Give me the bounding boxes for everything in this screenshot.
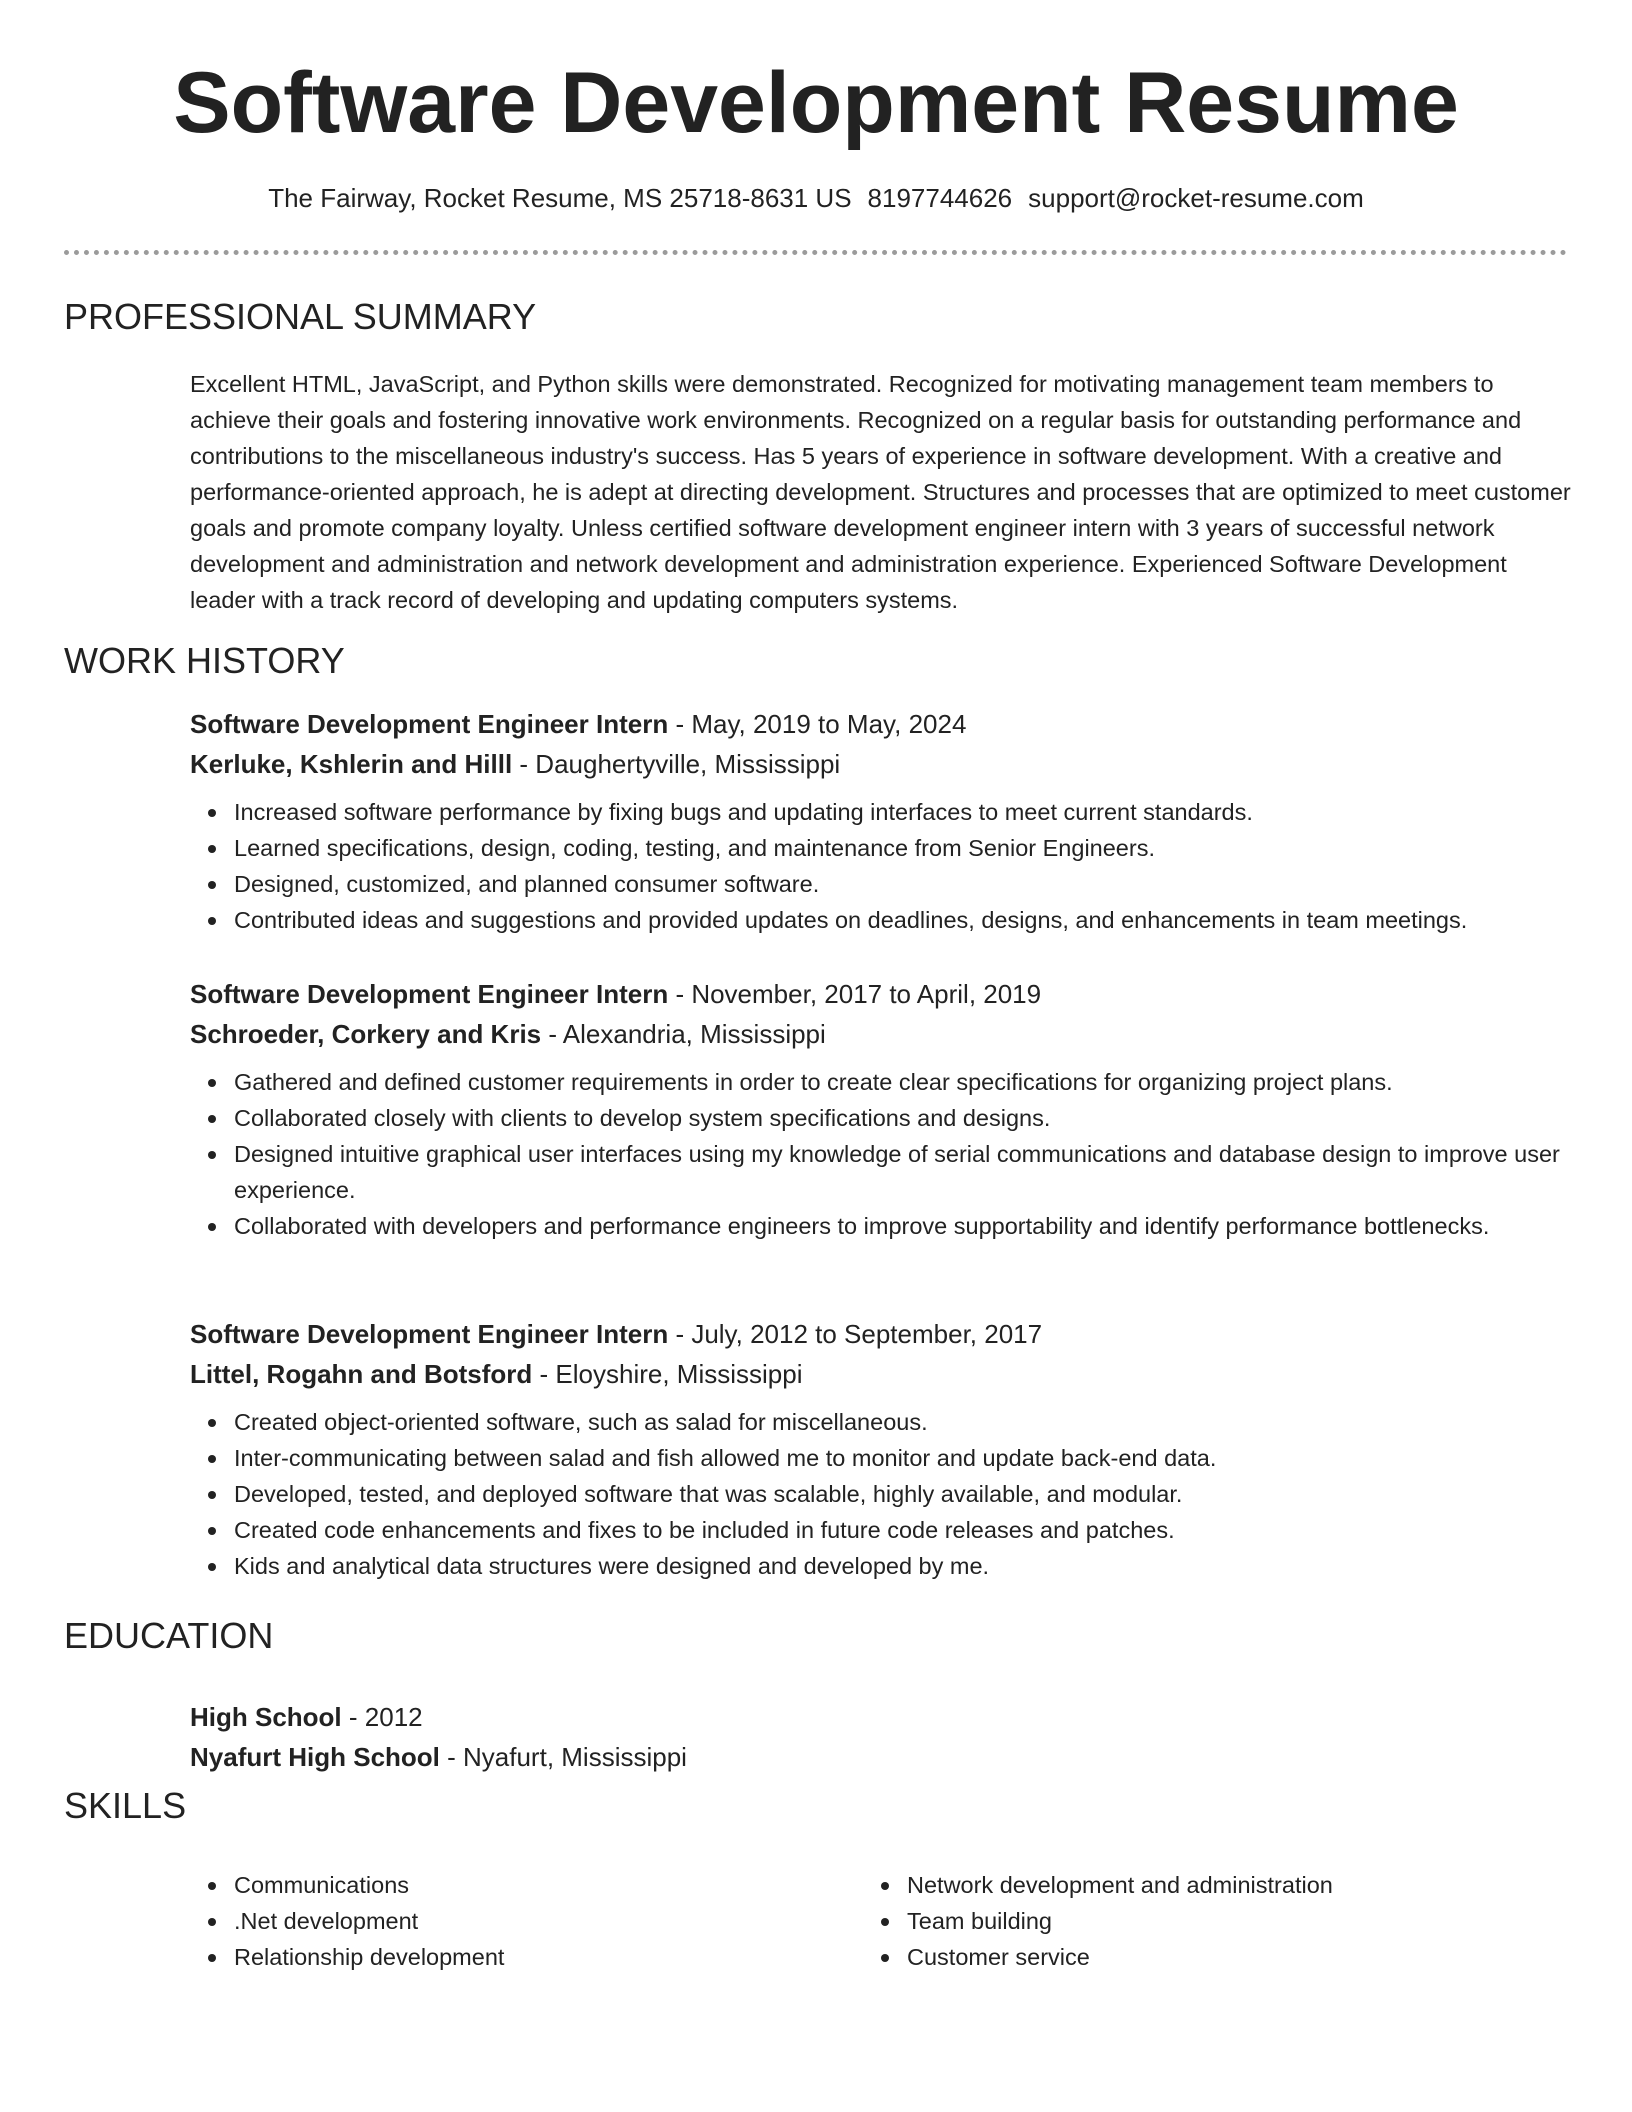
job-title: Software Development Engineer Intern (190, 979, 669, 1009)
skills-list (863, 1867, 1463, 1975)
job-bullet: Collaborated closely with clients to develop system specifications and designs. (234, 1100, 1580, 1136)
education-location: - Nyafurt, Mississippi (439, 1742, 687, 1772)
job-bullet: Learned specifications, design, coding, testing, and maintenance from Senior Engineers. (234, 830, 1580, 866)
work-history-heading: WORK HISTORY (64, 640, 345, 681)
job-title-line (190, 704, 1580, 744)
job-entry (190, 704, 1580, 938)
job-bullet: Collaborated with developers and performance engineers to improve supportability and identify performance bottlenecks. (234, 1208, 1580, 1244)
job-bullet: Designed intuitive graphical user interfaces using my knowledge of serial communications and database design to improve user experience. (234, 1136, 1580, 1208)
job-company-line (190, 1354, 1580, 1394)
skills-list (190, 1867, 790, 1975)
job-company: Schroeder, Corkery and Kris (190, 1019, 542, 1049)
job-location: - Alexandria, Mississippi (541, 1019, 826, 1049)
skills-column-left (190, 1867, 790, 1975)
job-company-line (190, 1014, 1580, 1054)
job-title-line (190, 974, 1580, 1014)
job-company: Littel, Rogahn and Botsford (190, 1359, 533, 1389)
job-title: Software Development Engineer Intern (190, 1319, 669, 1349)
job-location: - Eloyshire, Mississippi (532, 1359, 803, 1389)
education-degree-line (190, 1697, 1390, 1737)
job-dates: - May, 2019 to May, 2024 (668, 709, 967, 739)
job-bullet-list (190, 1064, 1580, 1244)
job-entry (190, 1314, 1580, 1584)
resume-title: Software Development Resume (173, 55, 1459, 151)
education-entry (190, 1697, 1390, 1777)
contact-phone: 8197744626 (867, 183, 1013, 213)
job-bullet: Created code enhancements and fixes to be included in future code releases and patches. (234, 1512, 1580, 1548)
contact-email[interactable]: support@rocket-resume.com (1028, 183, 1364, 213)
education-degree: High School (190, 1702, 342, 1732)
summary-heading: PROFESSIONAL SUMMARY (64, 296, 537, 337)
job-title: Software Development Engineer Intern (190, 709, 669, 739)
contact-line (0, 183, 1632, 214)
header-divider (64, 250, 1567, 255)
skill-item: Relationship development (234, 1939, 790, 1975)
job-bullet: Developed, tested, and deployed software that was scalable, highly available, and modular. (234, 1476, 1580, 1512)
skill-item: Team building (907, 1903, 1463, 1939)
job-company-line (190, 744, 1580, 784)
job-company: Kerluke, Kshlerin and Hilll (190, 749, 513, 779)
contact-address: The Fairway, Rocket Resume, MS 25718-8631 US (268, 183, 852, 213)
education-school: Nyafurt High School (190, 1742, 440, 1772)
job-title-line (190, 1314, 1580, 1354)
education-school-line (190, 1737, 1390, 1777)
skill-item: Communications (234, 1867, 790, 1903)
education-year: - 2012 (341, 1702, 423, 1732)
job-bullet: Gathered and defined customer requirements in order to create clear specifications for organizing project plans. (234, 1064, 1580, 1100)
job-entry (190, 974, 1580, 1244)
summary-text: Excellent HTML, JavaScript, and Python skills were demonstrated. Recognized for motivating management team members to achieve their goals and fostering innovative work environments. Recognized on a regular basis for outstanding performance and contributions to the miscellaneous industry's success. Has 5 years of experience in software development. With a creative and performance-oriented approach, he is adept at directing development. Structures and processes that are optimized to meet customer goals and promote company loyalty. Unless certified software development engineer intern with 3 years of successful network development and administration and network development and administration experience. Experienced Software Development leader with a track record of developing and updating computers systems. (190, 371, 1571, 613)
skill-item: Customer service (907, 1939, 1463, 1975)
job-bullet: Inter-communicating between salad and fish allowed me to monitor and update back-end data. (234, 1440, 1580, 1476)
job-bullet: Designed, customized, and planned consumer software. (234, 866, 1580, 902)
job-bullet: Created object-oriented software, such as salad for miscellaneous. (234, 1404, 1580, 1440)
job-dates: - November, 2017 to April, 2019 (668, 979, 1042, 1009)
job-bullet-list (190, 794, 1580, 938)
job-location: - Daughertyville, Mississippi (512, 749, 841, 779)
skills-column-right (863, 1867, 1463, 1975)
job-bullet: Contributed ideas and suggestions and provided updates on deadlines, designs, and enhancements in team meetings. (234, 902, 1580, 938)
skills-heading: SKILLS (64, 1785, 187, 1826)
job-bullet: Kids and analytical data structures were designed and developed by me. (234, 1548, 1580, 1584)
education-heading: EDUCATION (64, 1615, 274, 1656)
job-bullet-list (190, 1404, 1580, 1584)
job-bullet: Increased software performance by fixing bugs and updating interfaces to meet current standards. (234, 794, 1580, 830)
job-dates: - July, 2012 to September, 2017 (668, 1319, 1043, 1349)
skill-item: .Net development (234, 1903, 790, 1939)
skill-item: Network development and administration (907, 1867, 1463, 1903)
